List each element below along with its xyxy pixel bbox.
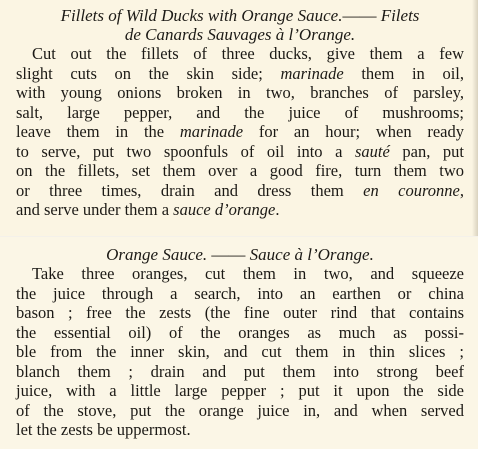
recipe-sauce-block bbox=[16, 245, 464, 440]
recipe-sauce-title-english: Orange Sauce. bbox=[106, 245, 208, 264]
text-line: the juice through a search, into an earthen or china bbox=[16, 283, 464, 303]
text-line: juice, with a little large pepper ; put it upon the side bbox=[16, 381, 464, 400]
title-dash: —— bbox=[342, 6, 377, 25]
text-line: ble from the inner skin, and cut them in thin slices ; bbox=[16, 342, 464, 361]
text-line: Take three oranges, cut them in two, and squeeze bbox=[32, 264, 464, 283]
text-line: let the zests be uppermost. bbox=[16, 420, 191, 439]
recipe-fillets-title-french: de Canards Sauvages à l’Orange. bbox=[124, 25, 356, 44]
recipe-sauce-clipping bbox=[0, 237, 478, 449]
text-line: leave them in the marinade for an hour; when ready bbox=[16, 122, 464, 141]
text-line: and serve under them a sauce d’orange. bbox=[16, 200, 280, 219]
text-line: blanch them ; drain and put them into strong beef bbox=[16, 361, 464, 381]
text-line: or three times, drain and dress them en couronne, bbox=[16, 180, 464, 200]
text-line: salt, large pepper, and the juice of mushrooms; bbox=[16, 102, 464, 122]
page-edge-shadow bbox=[472, 0, 478, 236]
recipe-fillets-title-french-start: Filets bbox=[380, 6, 420, 25]
text-line: bason ; free the zests (the fine outer rind that contains bbox=[16, 303, 464, 322]
text-line: of the stove, put the orange juice in, and when served bbox=[16, 400, 464, 420]
text-line: Cut out the fillets of three ducks, give them a few bbox=[32, 44, 464, 63]
recipe-fillets-block bbox=[16, 6, 464, 220]
text-line: on the fillets, set them over a good fire, turn them two bbox=[16, 161, 464, 180]
text-line: with young onions broken in two, branches of parsley, bbox=[16, 83, 464, 102]
text-line: the essential oil) of the oranges as much as possi- bbox=[16, 322, 464, 342]
text-line: slight cuts on the skin side; marinade them in oil, bbox=[16, 63, 464, 83]
recipe-sauce-title-french: Sauce à l’Orange. bbox=[249, 245, 374, 264]
recipe-sauce-title bbox=[16, 245, 464, 264]
recipe-fillets-body bbox=[16, 44, 464, 220]
recipe-fillets-title-english: Fillets of Wild Ducks with Orange Sauce. bbox=[60, 6, 343, 25]
recipe-fillets-title bbox=[16, 6, 464, 44]
recipe-sauce-body bbox=[16, 264, 464, 440]
title-dash: —— bbox=[211, 245, 246, 264]
text-line: to serve, put two spoonfuls of oil into a sauté pan, put bbox=[16, 141, 464, 161]
